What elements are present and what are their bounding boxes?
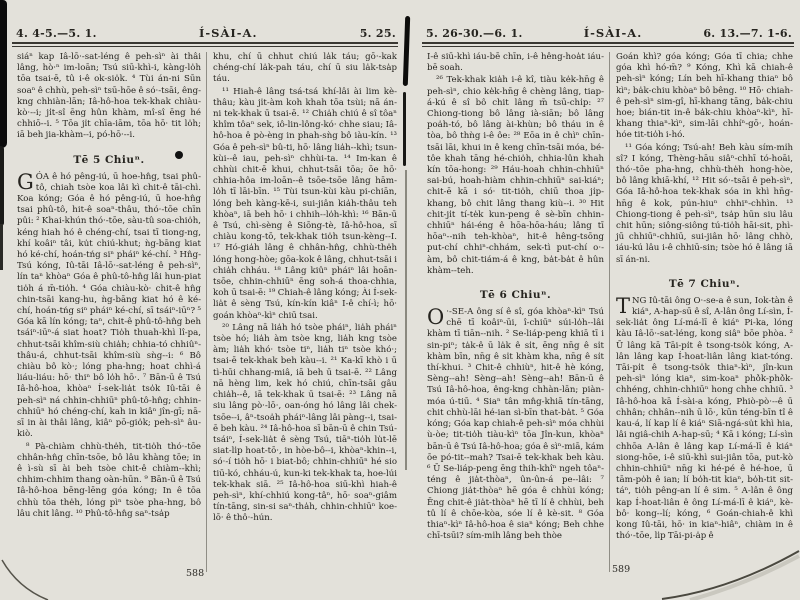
right-page-verse-range-left: 5. 26-30.—6. 1.: [426, 27, 523, 40]
paragraph-dropcap: [427, 307, 604, 542]
left-page-header: [10, 26, 400, 42]
left-page-book-title: Í-SÀI-A.: [198, 26, 258, 40]
dropcap-letter: G: [17, 169, 34, 194]
dropcap-letter: T: [616, 293, 631, 318]
gutter-line: [405, 170, 407, 470]
ink-blot: [175, 151, 183, 159]
chapter-5-heading-row: [17, 148, 201, 167]
left-page-header-rule: [12, 42, 398, 47]
left-page-columns: [10, 52, 400, 572]
paragraph-text: ÓA ê hó pêng-iú, ū hoe-hn̂g, tsai phû-tô, chiah tsòe koa lâi kì chit-ê tāi-chì. Koa kóng; Góa ê hó pêng-iú, ū hoe-hn̂g tsai phû-tô, hit-ê soaⁿ-thâu, thó·-tōe chīn pûi: ² Khai-khún thó·-tōe, sàu-tû soa-chio̍h, kéng hiah hó ê chéng-chí, tsai tī tiong-ng, khí koâiⁿ tâi, ku̍t chiú-khut; ǹg-bāng kiat hó ké-chí, hoán-tńg siⁿ pháiⁿ ké-chí. ³ Hn̂g-Tsú kóng, Iû-tāi Iâ-lō·-sat-léng ê peh-sìⁿ, lín taⁿ khòaⁿ Góa ê phû-tô-hn̂g lâi hun-piat tio̍h á m̄-tio̍h. ⁴ Góa chiàu-kò· chit-ê hn̂g chin-tsāi kang-hu, ǹg-bāng kiat hó ê ké-chí, hoán-tńg siⁿ pháiⁿ ké-chí, sī tsáiⁿ-iūⁿ? ⁵ Góa kā lín kóng; taⁿ, chit-ê phû-tô-hn̂g beh tsáiⁿ-iūⁿ-á siat hoat? Tio̍h thuah-khì lî-pa, chhut-tsāi khîm-siù chia̍h; chhia-tó chhiûⁿ-thâu-á, chhut-tsāi khîm-siù sǹg--i: ⁶ Bô chiàu bô kò·; lóng pha-hng; hoat chhì-á liáu-liáu: hō· thiⁿ bô lo̍h hō·. ⁷ Bān-ū ê Tsú Iâ-hô-hoa, khòaⁿ Í-sek-lia̍t tso̍k Iû-tāi ê peh-sìⁿ ná chhin-chhiūⁿ phû-tô-hn̂g; chhin-chhiūⁿ hó chéng-chí, kah in kiâⁿ jîn-gī; nā-sī in ài thâi lâng, kiâⁿ pō-gio̍k; peh-sìⁿ âu-kiò.: [17, 171, 201, 440]
left-page-column-1: [10, 52, 207, 572]
right-page-header-rule: [422, 42, 794, 47]
dropcap-letter: O: [427, 305, 445, 330]
paragraph: siáⁿ kap Iâ-lō·-sat-léng ê peh-sìⁿ ài thâi lâng, hò·ⁿ im-loān; Tsú siū-khì-i, kàng-lo̍h tōa tsai-ē, tû i-ê ok-sio̍k. ⁴ Tùi án-ni Sūn soaⁿ ê chhù, peh-sìⁿ tsū-hōe ê só·-tsāi, êng-kng chhiàn-lān; Iâ-hô-hoa tek-khak chiàu-kò·--i; ji̍t-sî ēng hûn khàm, mî-sî ēng hé chhiō--i. ⁵ Tōa ji̍t chīa-iām, tōa hō· tit lo̍h; iā beh jia-khàm--i, pó-hō·--i.: [17, 52, 201, 141]
gutter-shadow-top: [403, 16, 410, 86]
gutter-shadow-mid: [403, 92, 406, 166]
left-page-verse-range-left: 4. 4-5.—5. 1.: [16, 27, 97, 40]
right-page-book-title: Í-SÀI-A.: [583, 26, 643, 40]
left-page-column-2: [207, 52, 400, 572]
paragraph: khu, chí ū chhut chiú la̍k táu; gō·-kak chéng-chí la̍k-pah táu, chí ū siu la̍k-tsa̍p táu.: [213, 52, 397, 85]
right-page-header: [420, 26, 796, 42]
paragraph: ¹¹ Góa kóng; Tsú-ah! Beh kàu sím-mi̍h sî? I kóng, Thèng-hāu siâⁿ-chhī tó-hoāi, thó·-tōe pha-hng, chhù-the̍h hong-hòe, bô lâng khiā-khí, ¹² Hit só·-tsāi ê peh-sìⁿ, Góa Iâ-hô-hoa tek-khak sóa in khì hn̄g-hn̄g ê kok, pún-hiuⁿ chhiⁿ-chhìn. ¹³ Chiong-tiong ê peh-sìⁿ, tsa̍p hūn siu lâu chit hūn; siông-siông tú-tio̍h hāi-sit, phì-jū chhiūⁿ-chhiū, sui-jiân hō· lâng chhò, iáu-kú lâu i-ê chhiū-sin; tsòe hó ê lâng iā sī án-ni.: [616, 142, 793, 265]
right-page-column-2: [610, 52, 796, 572]
chapter-7-heading-row: [616, 272, 793, 291]
right-page: [420, 0, 796, 600]
paragraph: I-ê siū-khì iáu-bē chīn, i-ê hêng-hoa̍t iáu-bē soah.: [427, 52, 604, 74]
paragraph-dropcap: [616, 293, 793, 542]
binding-shadow-lower-left: [0, 224, 3, 270]
paragraph-text: NG Iû-tāi ông O·-se-a ê sun, Iok-tàn ê kiáⁿ, A-hap-sū ê sî, A-lân ông Lí-sìn, Í-sek-lia̍t ông Lí-má-lī ê kiáⁿ Pi-ka, lóng kàu Iâ-lō·-sat-léng, kong siâⁿ bōe phòa. ² Ū lâng kā Tāi-pi̍t ê tsong-tso̍k kóng, A-lân lâng kap Í-hoat-liân lâng kiat-tóng. Tāi-pi̍t ê tsong-tso̍k thiaⁿ-kìⁿ, jîn-kun peh-sìⁿ lóng kiaⁿ, sim-koaⁿ phò̍k-phò̍k-chhéng, chhin-chhiūⁿ hong chhe chhiū. ³ Iâ-hô-hoa kā Í-sài-a kóng, Phiò-pò·--ê ū chhân; chhân--nih ū lō·, kūn téng-bīn tî ê kau-á, lí kap lí ê kiáⁿ Siā-ngá-su̍t khì hia, lâi ngiâ-chih A-hap-sū; ⁴ Kā i kóng; Lí-sìn chhōa A-lân ê lâng kap Lí-má-lī ê kiáⁿ siong-hōe, i-ê siū-khì sui-jiân tōa, put-kò chhin-chhiūⁿ nn̄g ki hé-pé ê hé-hoe, ū tām-po̍h ê ian; lí bo̍h-tit kiaⁿ, bo̍h-tit sit-táⁿ, tio̍h pêng-an lí ê sim. ⁵ A-lân ê ông kap Í-hoat-liân ê ông Lí-má-lī ê kiáⁿ, kè-bô· kong--lí; kóng, ⁶ Goán-chiah-ê khì kong Iû-tāi, hō· in kiaⁿ-hiâⁿ, chiàm in ê thó·-tōe, li̍p Tāi-pi-a̍p ê: [616, 295, 793, 542]
binding-shadow-top-left: [0, 0, 7, 148]
paragraph: ¹¹ Hiah-ê lâng tsá-tsá khí-lâi ài lim kè-thâu; kàu ji̍t-àm koh khah tōa tsùi; nā án-ni tek-khak ū tsai-ē. ¹² Chia̍h chiú ê sî tôaⁿ khîm tôaⁿ sek, iô-lin-lông-kó· chhe siau; Iâ-hô-hoa ê pò-èng in phah-sǹg bô iàu-kín. ¹³ Góa ê peh-sìⁿ bû-ti, hō· lâng lia̍h--khì; tsun-kùi--ê iau, peh-sìⁿ chhùi-ta. ¹⁴ Im-kan ê chhùi chit-ē khui, chhut-tsāi tōa; ōe hō· chhia-hôa im-loān--ê tsōe-tsōe lâng hām-lo̍h tī lāi-bīn. ¹⁵ Tùi tsun-kùi kàu pi-chiān, lóng beh kàng-kē-i, sui-jiân kia̍h-thâu teh khòaⁿ, iā beh hō· i chhih--lo̍h-khì: ¹⁶ Bān-ū ê Tsú, chì-sèng ê Siōng-tè, Iâ-hô-hoa, sī chiàu kong-tō, tek-khak tio̍h tsun-kèng--I. ¹⁷ Hó-gia̍h lâng ê chhân-hn̂g, chhù-the̍h lóng hong-hòe; gōa-kok ê lâng, chhut-tsāi i chia̍h chháu. ¹⁸ Lâng kiûⁿ pháiⁿ lâi hoān-tsōe, chhin-chhiūⁿ ēng soh-á thoa-chhia, koh ū tsai-ē: ¹⁹ Chiah-ê lâng kóng; Ài Í-sek-lia̍t ê sèng Tsú, kín-kín kiâⁿ I-ê chí-ì; hō· goán khòaⁿ-kìⁿ chiū tsai.: [213, 86, 397, 321]
chapter-5-heading: Tē 5 Chiuⁿ.: [73, 153, 145, 166]
left-page-number: 588: [186, 568, 205, 579]
right-page-number: 589: [612, 564, 631, 575]
paragraph: ²⁰ Lâng nā lia̍h hó tsòe pháiⁿ, lia̍h pháiⁿ tsòe hó; lia̍h àm tsòe kng, lia̍h kng tsòe àm; lia̍h khó· tsòe tiⁿ, lia̍h tiⁿ tsòe khó·; tsai-ē tek-khak beh kàu--i. ²¹ Ka-kī khò i ū tì-hūi chhang-miâ, iā beh ū tsai-ē. ²² Lâng nā hèng lim, kek hó chiú, chīn-tsāi gâu chia̍h--ê, iā tek-khak ū tsai-ē: ²³ Lâng nā siu lâng pò·-lō·, oan-óng hó lâng lâi chek-tsōe--i, âⁿ-tsoa̍h pháiⁿ-lâng lâi pàng--i, tsai-ē beh kàu. ²⁴ Iâ-hô-hoa sī bān-ū ê chin Tsú-tsáiⁿ, Í-sek-lia̍t ê sèng Tsú, tiāⁿ-tio̍h lu̍t-lē siat-li̍p hoat-tō·, in hòe-bô--i, khòaⁿ-khin--i, só·-í tio̍h hō· i biat-bô; chhin-chhiūⁿ hé sio tiū-kó, chháu-ú, kun-ki tek-khak ta, hoe-lúi tek-khak siā. ²⁵ Iâ-hô-hoa siū-khì hiah-ê peh-sìⁿ, khí-chhiú kong-tâⁿ, hō· soaⁿ-giâm tín-tāng, sin-si saⁿ-tha̍h, chhin-chhiūⁿ koe-lō· ê thô·-hún.: [213, 322, 397, 524]
left-page: [10, 0, 400, 600]
paragraph: ⁸ Pà-chiàm chhù-the̍h, tit-tio̍h thó·-tōe chhân-hn̂g chīn-tsōe, bô lâu khàng tōe; in ê ì-sù sī ài beh tsòe chit-ê chiàm--khì; chhim-chhim thang oàn-hūn. ⁹ Bān-ū ê Tsú Iâ-hô-hoa bēng-lēng góa kóng; In ê tōa chhù tōa the̍h, lóng pìⁿ tsòe pha-hng, bô lâu chit lâng. ¹⁰ Phû-tô-hn̂g saⁿ-tsa̍p: [17, 441, 201, 519]
paragraph: ²⁶ Tek-khak kia̍h i-ê kî, tiàu ke̍k-hn̄g ê peh-sìⁿ, chio ke̍k-hn̄g ê chèng lâng, tiap-á-kú ê sî bô chit lâng m̄ tsū-chi̍p: ²⁷ Chiong-tiong bô lâng ià-siān; bô lâng poa̍h-tó, bô lâng ài-khùn; bô tháu in ê tòa, bô thǹg i-ê ôe: ²⁸ Eōa in ê chìⁿ chīn-tsāi lāi, khui in ê keng chīn-tsāi móa, bé-tôe khah tāng hé-chio̍h, chhia-lûn khah kín tōa-hong: ²⁹ Háu-hoah chhin-chhiūⁿ sai-bú, hoah-hiàm chhin-chhiūⁿ sai-kiáⁿ; chit-ē kā i só· tit-tio̍h, chiū thoa ji̍p-khang, bô chit lâng thang kiù--i. ³⁰ Hit chit-ji̍t tí-te̍k kun-peng ê sè-bīn chhin-chhiūⁿ hái-éng ê hōa-hōa-háu; lâng tī hōaⁿ--nih teh-khòaⁿ, hit-ê hêng-tsōng put-chí chhiⁿ-chhám, sek-tì put-chí o·-àm, bô chit-tiám-á ê kng, ba̍t-ba̍t ê hûn khàm--teh.: [427, 75, 604, 276]
paragraph-dropcap: [17, 169, 201, 441]
paragraph: Goán khì? góa kóng; Góa tī chia; chhe góa khì hó-m̄? ⁹ Kóng, Khì kā chiah-ê peh-sìⁿ kóng; Lín beh hī-khang thiaⁿ bô kìⁿ; ba̍k-chiu khòaⁿ bô bêng. ¹⁰ Hō· chiah-ê peh-sìⁿ sim-gî, hī-khang tāng, ba̍k-chiu hoe; bián-tit in-ê ba̍k-chiu khòaⁿ-kìⁿ, hī-khang thiaⁿ-kìⁿ, sim-lāi chhíⁿ-gō·, hoán-hóe tit-tio̍h i-hó.: [616, 52, 793, 141]
chapter-7-heading: Tē 7 Chiuⁿ.: [668, 277, 741, 290]
binding-shadow-mid-left: [0, 146, 4, 226]
right-page-column-1: [420, 52, 610, 572]
right-page-verse-range-right: 6. 13.—7. 1-6.: [703, 27, 792, 40]
right-page-columns: [420, 52, 796, 572]
chapter-6-heading-row: [427, 283, 604, 302]
paragraph-text: ·-SE-A ông sí ê sî, góa khòaⁿ-kìⁿ Tsú chē tī koâiⁿ-ūi, î-chiūⁿ súi-lo̍h--lâi khàm tī tiān--nih. ² Se-liáp-peng khiā tī i sin-piⁿ; ta̍k-ê ū la̍k ê si̍t, ēng nn̄g ê si̍t khàm bīn, nn̄g ê si̍t khàm kha, nn̄g ê si̍t thí-khui. ³ Chit-ê chhiùⁿ, hit-ê hè kóng, Sèng--ah! Sèng--ah! Sèng--ah! Bān-ū ê Tsú Iâ-hô-hoa, êng-kng chhàn-lān; piàn-móa ú-tiū. ⁴ Siaⁿ tân mn̂g-khiā tín-tāng, chit chhù-lāi hé-ian sì-bīn that-ba̍t. ⁵ Góa kóng; Góa kap chiah-ê peh-sìⁿ móa chhùi ù-òe; tit-tio̍h tiàu-kìⁿ tōa Jîn-kun, khòaⁿ bān-ū ê Tsú Iâ-hô-hoa; góa ê sìⁿ-miā, kám ōe pó-tit--mah? Tsai-ē tek-khak beh kàu. ⁶ Ū Se-liáp-peng ēng thih-khîⁿ ngeh tôaⁿ-téng ê jia̍t-thòaⁿ, ûn-ûn-á pe--lâi: ⁷ Chiong jia̍t-thòaⁿ hē góa ê chhùi kóng; Ēng chit-ê jia̍t-thòaⁿ hē tī lí ê chhùi, beh tû lí ê chōe-kòa, sóe lí ê kè-sit. ⁸ Góa thiaⁿ-kìⁿ Iâ-hô-hoa ê siaⁿ kóng; Beh chhe chī-tsūi? sím-mi̍h lâng beh thòe: [427, 307, 604, 542]
chapter-6-heading: Tē 6 Chiuⁿ.: [479, 289, 552, 302]
left-page-verse-range-right: 5. 25.: [359, 27, 396, 40]
